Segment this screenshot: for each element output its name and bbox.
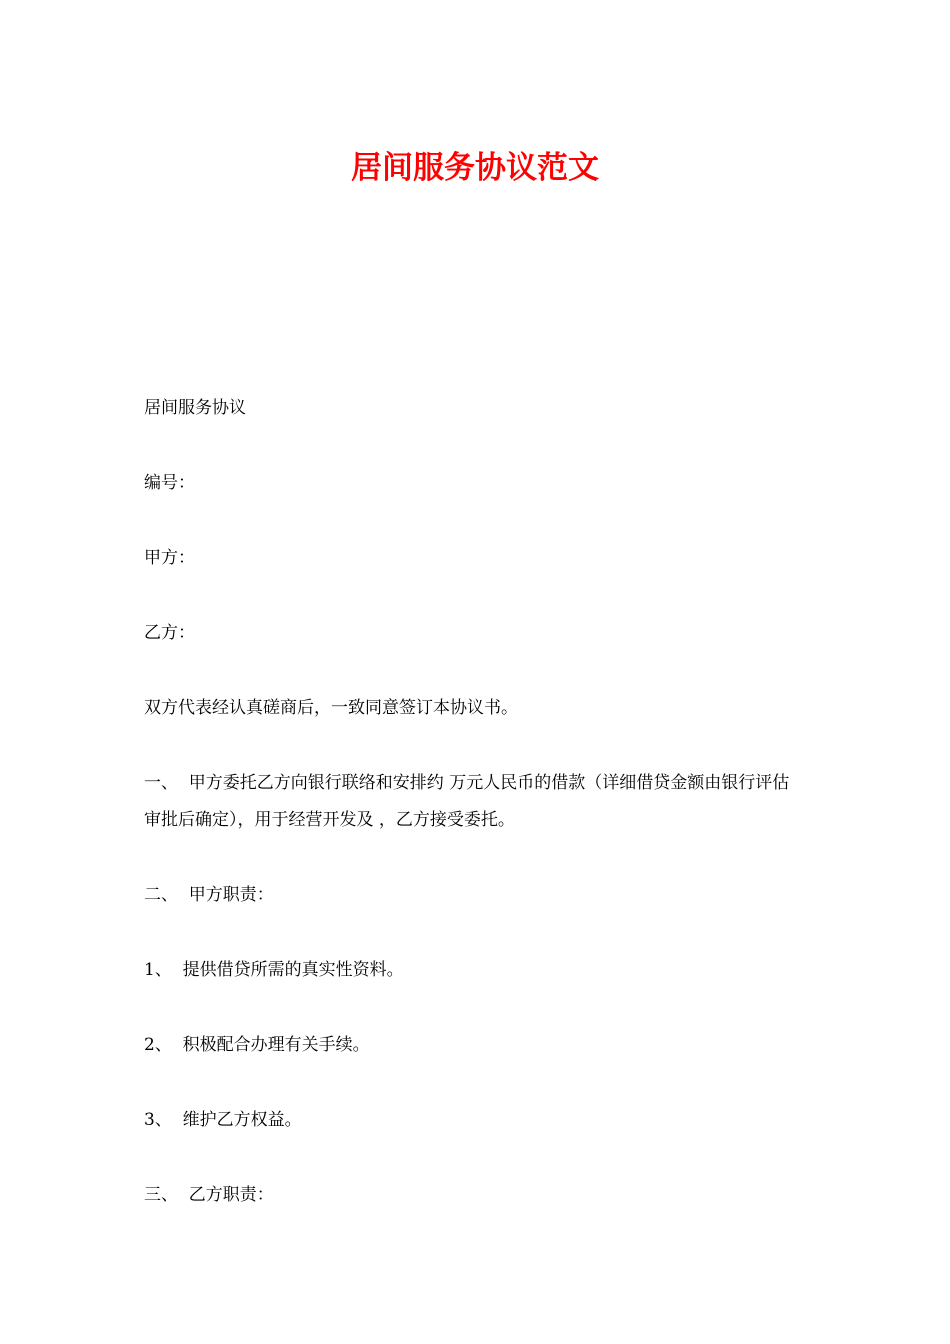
agreement-heading: 居间服务协议 bbox=[144, 398, 246, 418]
party-b-field: 乙方： bbox=[144, 623, 195, 643]
preamble-paragraph: 双方代表经认真磋商后，一致同意签订本协议书。 bbox=[144, 698, 518, 718]
clause-1-paragraph: 一、 甲方委托乙方向银行联络和安排约 万元人民币的借款（详细借贷金额由银行评估审批后确定），用于经营开发及 ，乙方接受委托。 bbox=[144, 773, 790, 830]
clause-3-heading: 三、 乙方职责： bbox=[144, 1185, 274, 1205]
document-body bbox=[144, 390, 804, 1252]
contract-number-field: 编号： bbox=[144, 473, 195, 493]
clause-2-item-2: 2、 积极配合办理有关手续。 bbox=[144, 1035, 370, 1055]
party-a-field: 甲方： bbox=[144, 548, 195, 568]
page-title: 居间服务协议范文 bbox=[351, 150, 599, 186]
clause-2-item-1: 1、 提供借贷所需的真实性资料。 bbox=[144, 960, 404, 980]
clause-2-heading: 二、 甲方职责： bbox=[144, 885, 274, 905]
clause-2-item-3: 3、 维护乙方权益。 bbox=[144, 1110, 302, 1130]
